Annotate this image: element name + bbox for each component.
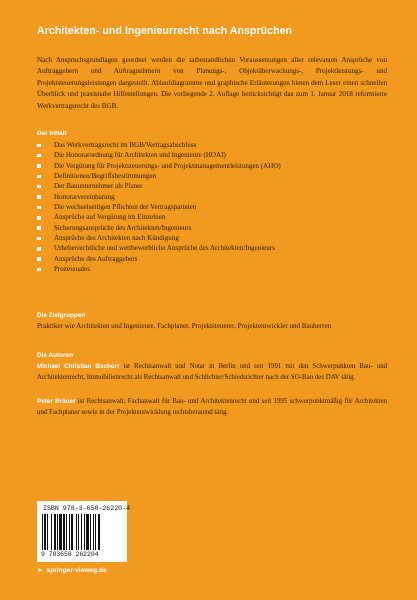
bullet-icon xyxy=(37,154,41,158)
audience-text: Praktiker wie Architekten und Ingenieure, Fachplaner, Projektsteuerer, Projektentwickler und Bauherren xyxy=(37,322,332,330)
barcode-bar xyxy=(57,514,58,550)
barcode-bar xyxy=(47,514,48,550)
bullet-icon xyxy=(37,216,41,220)
barcode-bar xyxy=(84,514,85,550)
author-bio xyxy=(37,361,387,384)
barcode-bars xyxy=(42,514,122,551)
barcode-bar xyxy=(81,514,82,550)
barcode-bar xyxy=(69,514,70,550)
bullet-icon xyxy=(37,175,41,179)
bullet-icon xyxy=(37,164,41,168)
barcode-bar xyxy=(59,514,62,550)
audience-heading: Die Zielgruppen xyxy=(37,312,86,319)
isbn-label: ISBN 978-3-658-26220-4 xyxy=(43,505,131,512)
list-item: Definitionen/Begriffsbestimmungen xyxy=(37,171,367,181)
author-bio xyxy=(37,396,387,419)
barcode-bar xyxy=(42,514,43,550)
bullet-icon xyxy=(37,226,41,230)
barcode-digits: 9 783658 262204 xyxy=(41,551,99,558)
bullet-icon xyxy=(37,268,41,272)
barcode-bar xyxy=(90,514,91,550)
author-text: ist Rechtsanwalt, Fachanwalt für Bau- und Architektenrecht und seit 1995 schwerpunktmäßig für Architekten und Fachplaner sowie in der Projektentwicklung rechtsberatend tätig. xyxy=(37,398,387,417)
list-item: Ansprüche des Auftraggebers xyxy=(37,254,367,264)
barcode-bar xyxy=(78,514,79,550)
list-item: Die Vergütung für Projektsteuerungs- und Projektmanagementleistungen (AHO) xyxy=(37,161,367,171)
website-link[interactable]: ► springer-vieweg.de xyxy=(37,567,107,574)
author-text: ist Rechtsanwalt und Notar in Berlin und seit 1991 mit den Schwerpunkten Bau- und Architektenrecht, Immobilienrecht als Rechtsanwalt und Schlichter/Schiedsrichter nach der SO-Bau des DAV tätig. xyxy=(37,363,387,382)
bullet-icon xyxy=(37,195,41,199)
contents-list xyxy=(37,140,367,274)
chevron-right-icon: ► xyxy=(37,567,44,574)
barcode-bar xyxy=(93,514,94,550)
barcode-bar xyxy=(98,514,100,550)
list-item: Sicherungsansprüche des Architekten/Ingenieurs xyxy=(37,223,367,233)
author-name: Michael Christian Bschorr xyxy=(37,363,120,370)
bullet-icon xyxy=(37,144,41,148)
barcode-bar xyxy=(63,514,65,550)
bullet-icon xyxy=(37,237,41,241)
bullet-icon xyxy=(37,247,41,251)
contents-heading: Der Inhalt xyxy=(37,130,67,137)
bullet-icon xyxy=(37,257,41,261)
list-item: Ansprüche auf Vergütung im Einzelnen xyxy=(37,212,367,222)
list-item: Die Honorarordnung für Architekten und Ingenieure (HOAI) xyxy=(37,150,367,160)
barcode-bar xyxy=(54,514,56,550)
barcode-bar xyxy=(86,514,89,550)
list-item: Die wechselseitigen Pflichten der Vertragsparteien xyxy=(37,202,367,212)
barcode-bar xyxy=(44,514,46,550)
barcode-bar xyxy=(71,514,73,550)
bullet-icon xyxy=(37,185,41,189)
authors-heading: Die Autoren xyxy=(37,352,73,359)
list-item: Der Bauunternehmer als Planer xyxy=(37,181,367,191)
intro-paragraph: Nach Anspruchsgrundlagen geordnet werden die tatbestandlichen Voraussetzungen aller relevanten Ansprüche von Auftraggebern und Auftragnehmern von Planungs-, Objektüberwachungs-, Projektleistungs- und Projektsteuerungsleistungen dargestellt. Ablaufdiagramme und graphische Erläuterungen bieten dem Leser einen schnellen Überblick und praxisnahe Hilfestellungen. Die vorliegende 2. Auflage berücksichtigt das zum 1. Januar 2018 reformierte Werkvertragsrecht des BGB. xyxy=(37,56,387,110)
list-item: Prozessuales xyxy=(37,264,367,274)
author-name: Peter Bräuer xyxy=(37,398,76,405)
barcode-bar xyxy=(76,514,77,550)
barcode-bar xyxy=(66,514,67,550)
bullet-icon xyxy=(37,206,41,210)
list-item: Das Werkvertragsrecht im BGB/Vertragsabschluss xyxy=(37,140,367,150)
barcode-bar xyxy=(51,514,52,550)
list-item: Honorarvereinbarung xyxy=(37,192,367,202)
list-item: Ansprüche des Architekten nach Kündigung xyxy=(37,233,367,243)
list-item: Urheberrechtliche und wettbewerbliche Ansprüche des Architekten/Ingenieurs xyxy=(37,243,367,253)
barcode xyxy=(37,501,131,562)
barcode-bar xyxy=(95,514,96,550)
book-title: Architekten- und Ingenieurrecht nach Ansprüchen xyxy=(37,25,293,37)
